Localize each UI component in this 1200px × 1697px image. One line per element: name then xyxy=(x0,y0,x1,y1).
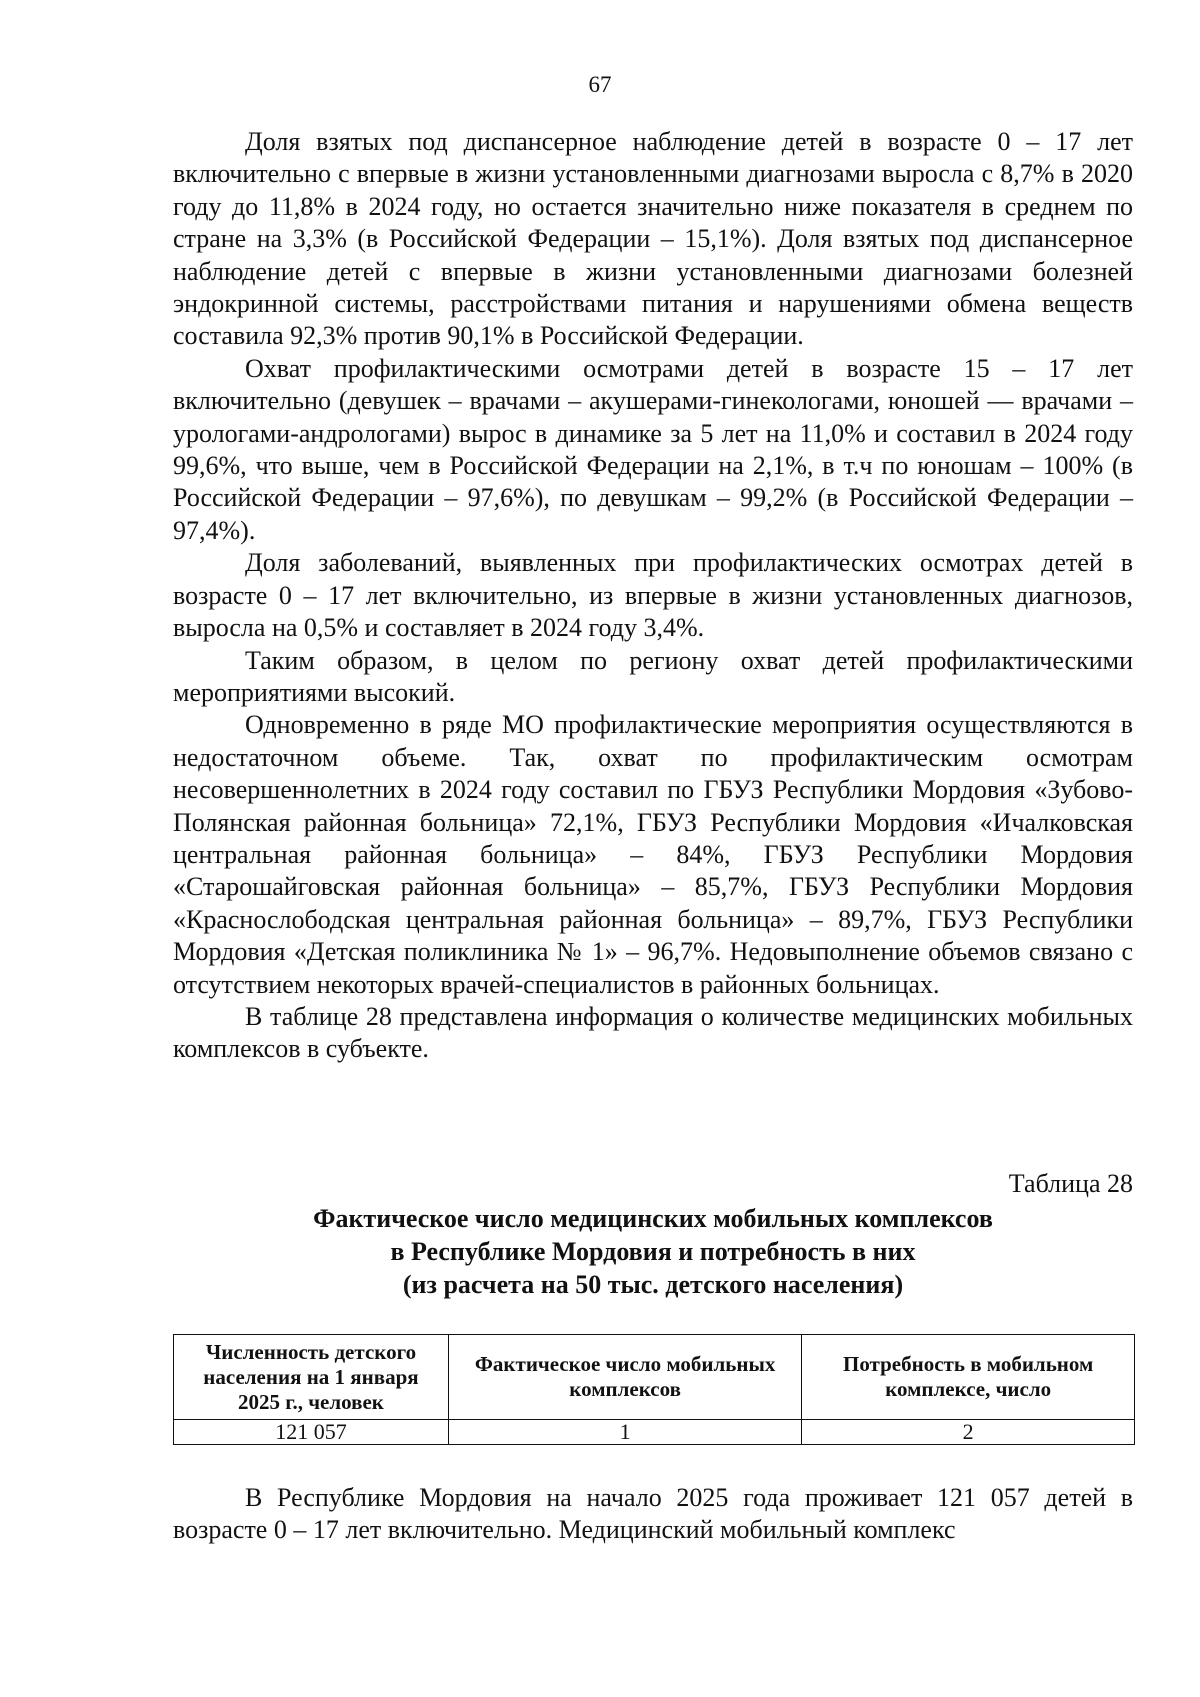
paragraph-table-intro: В таблице 28 представлена информация о количестве медицинских мобильных комплексов в субъекте. xyxy=(173,1001,1133,1064)
cell-child-population: 121 057 xyxy=(174,1420,449,1445)
paragraph-hospitals: Одновременно в ряде МО профилактические мероприятия осуществляются в недостаточном объеме. Так, охват по профилактическим осмотрам несовершеннолетних в 2024 году составил по ГБУЗ Республики Мордовия «Зубово-Полянская районная больница» 72,1%, ГБУЗ Республики Мордовия «Ичалковская центральная районная больница» – 84%, ГБУЗ Республики Мордовия «Старошайговская районная больница» – 85,7%, ГБУЗ Республики Мордовия «Краснослободская центральная районная больница» – 89,7%, ГБУЗ Республики Мордовия «Детская поликлиника № 1» – 96,7%. Недовыполнение объемов связано с отсутствием некоторых врачей-специалистов в районных больницах. xyxy=(173,710,1133,999)
table-header-row xyxy=(174,1335,1135,1420)
cell-actual-complexes: 1 xyxy=(448,1420,801,1445)
paragraph-diseases: Доля заболеваний, выявленных при профилактических осмотрах детей в возрасте 0 – 17 лет включительно, из впервые в жизни установленных диагнозов, выросла на 0,5% и составляет в 2024 году 3,4%. xyxy=(173,548,1133,643)
paragraph-summary: Таким образом, в целом по региону охват детей профилактическими мероприятиями высокий. xyxy=(173,645,1133,707)
paragraph-dispensary: Доля взятых под диспансерное наблюдение детей в возрасте 0 – 17 лет включительно с впервые в жизни установленными диагнозами выросла с 8,7% в 2020 году до 11,8% в 2024 году, но остается значительно ниже показателя в среднем по стране на 3,3% (в Российской Федерации – 15,1%). Доля взятых под диспансерное наблюдение детей с впервые в жизни установленными диагнозами болезней эндокринной системы, расстройствами питания и нарушениями обмена веществ составила 92,3% против 90,1% в Российской Федерации. xyxy=(173,127,1133,351)
page-number: 67 xyxy=(588,72,612,97)
cell-required-complexes: 2 xyxy=(802,1420,1135,1445)
body-text xyxy=(173,126,1133,1066)
paragraph-closing: В Республике Мордовия на начало 2025 года проживает 121 057 детей в возрасте 0 – 17 лет включительно. Медицинский мобильный комплекс xyxy=(173,1483,1133,1545)
mobile-complexes-table xyxy=(173,1334,1135,1445)
table-title-line: Фактическое число медицинских мобильных комплексов xyxy=(313,1204,993,1233)
header-actual-complexes: Фактическое число мобильных комплексов xyxy=(448,1335,801,1420)
table-caption: Таблица 28 xyxy=(1008,1169,1133,1198)
table-row xyxy=(174,1420,1135,1445)
closing-text xyxy=(173,1482,1133,1547)
header-child-population: Численность детского населения на 1 января 2025 г., человек xyxy=(174,1335,449,1420)
table-title-line: (из расчета на 50 тыс. детского населения) xyxy=(402,1270,904,1299)
table-title xyxy=(173,1202,1133,1301)
paragraph-coverage: Охват профилактическими осмотрами детей в возрасте 15 – 17 лет включительно (девушек – врачами – акушерами-гинекологами, юношей — врачами – урологами-андрологами) вырос в динамике за 5 лет на 11,0% и составил в 2024 году 99,6%, что выше, чем в Российской Федерации на 2,1%, в т.ч по юношам – 100% (в Российской Федерации – 97,6%), по девушкам – 99,2% (в Российской Федерации – 97,4%). xyxy=(173,353,1133,545)
header-required-complexes: Потребность в мобильном комплексе, число xyxy=(802,1335,1135,1420)
table-title-line: в Республике Мордовия и потребность в них xyxy=(390,1237,916,1266)
